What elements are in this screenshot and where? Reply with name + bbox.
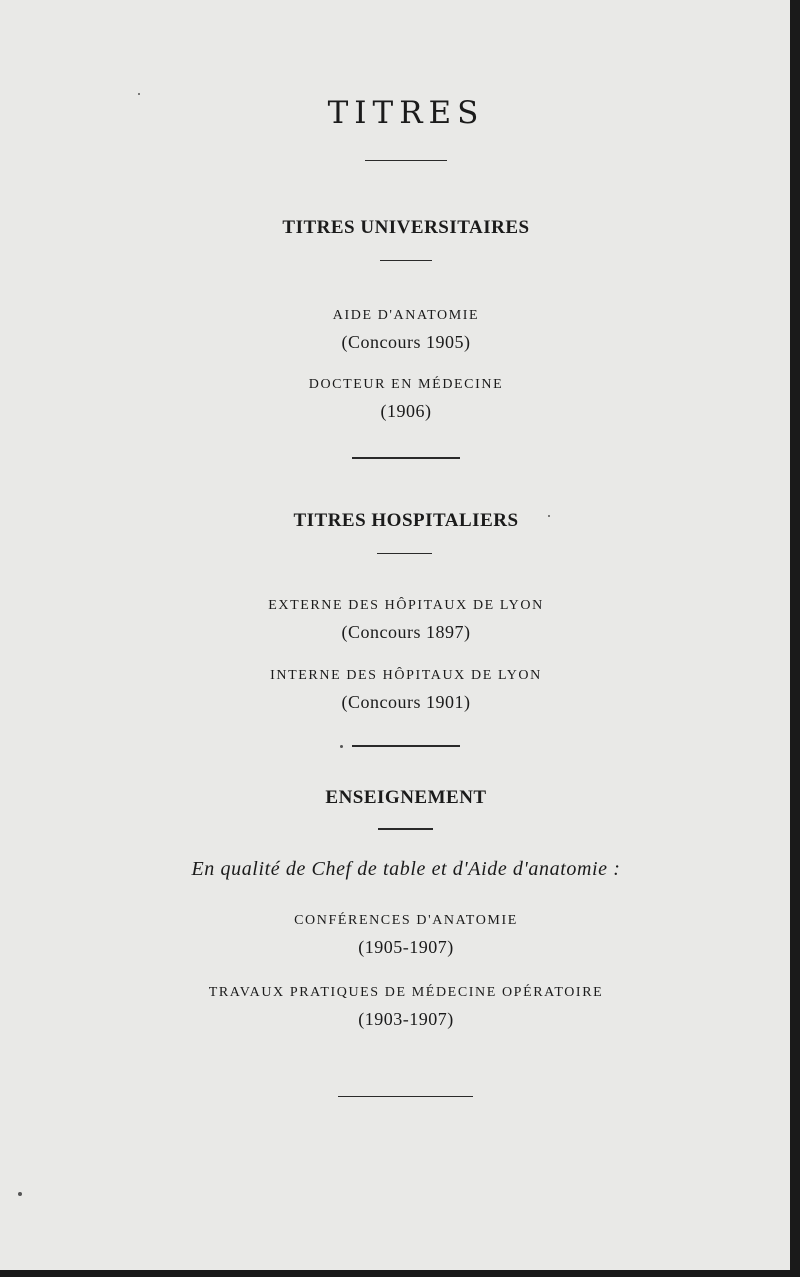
entry-label: EXTERNE DES HÔPITAUX DE LYON xyxy=(268,598,544,613)
closing-rule xyxy=(338,1096,473,1097)
entry-label: INTERNE DES HÔPITAUX DE LYON xyxy=(270,668,542,683)
section-title-hospitaliers: TITRES HOSPITALIERS xyxy=(293,510,519,531)
section-divider xyxy=(352,745,460,747)
section-title-enseignement: ENSEIGNEMENT xyxy=(325,787,487,808)
section-divider xyxy=(352,457,460,459)
page-title: TITRES xyxy=(327,95,485,131)
section-intro: En qualité de Chef de table et d'Aide d'anatomie : xyxy=(191,858,621,880)
entry-detail: (1903-1907) xyxy=(358,1009,454,1029)
paper-speck xyxy=(340,745,343,748)
entry-detail: (1905-1907) xyxy=(358,937,454,957)
entry-label: TRAVAUX PRATIQUES DE MÉDECINE OPÉRATOIRE xyxy=(208,985,604,1000)
paper-speck xyxy=(18,1192,22,1196)
section-rule xyxy=(380,260,432,261)
entry-detail: (Concours 1897) xyxy=(341,622,471,642)
entry-label: DOCTEUR EN MÉDECINE xyxy=(308,377,504,392)
paper-speck xyxy=(138,93,140,95)
section-rule xyxy=(377,553,432,554)
section-rule xyxy=(378,828,433,830)
entry-detail: (Concours 1901) xyxy=(341,692,471,712)
section-title-universitaires: TITRES UNIVERSITAIRES xyxy=(282,217,530,238)
entry-detail: (1906) xyxy=(380,401,432,421)
entry-detail: (Concours 1905) xyxy=(341,332,471,352)
title-rule xyxy=(365,160,447,161)
entry-label: CONFÉRENCES D'ANATOMIE xyxy=(294,913,518,928)
paper-speck xyxy=(548,515,550,517)
entry-label: AIDE D'ANATOMIE xyxy=(332,308,480,323)
